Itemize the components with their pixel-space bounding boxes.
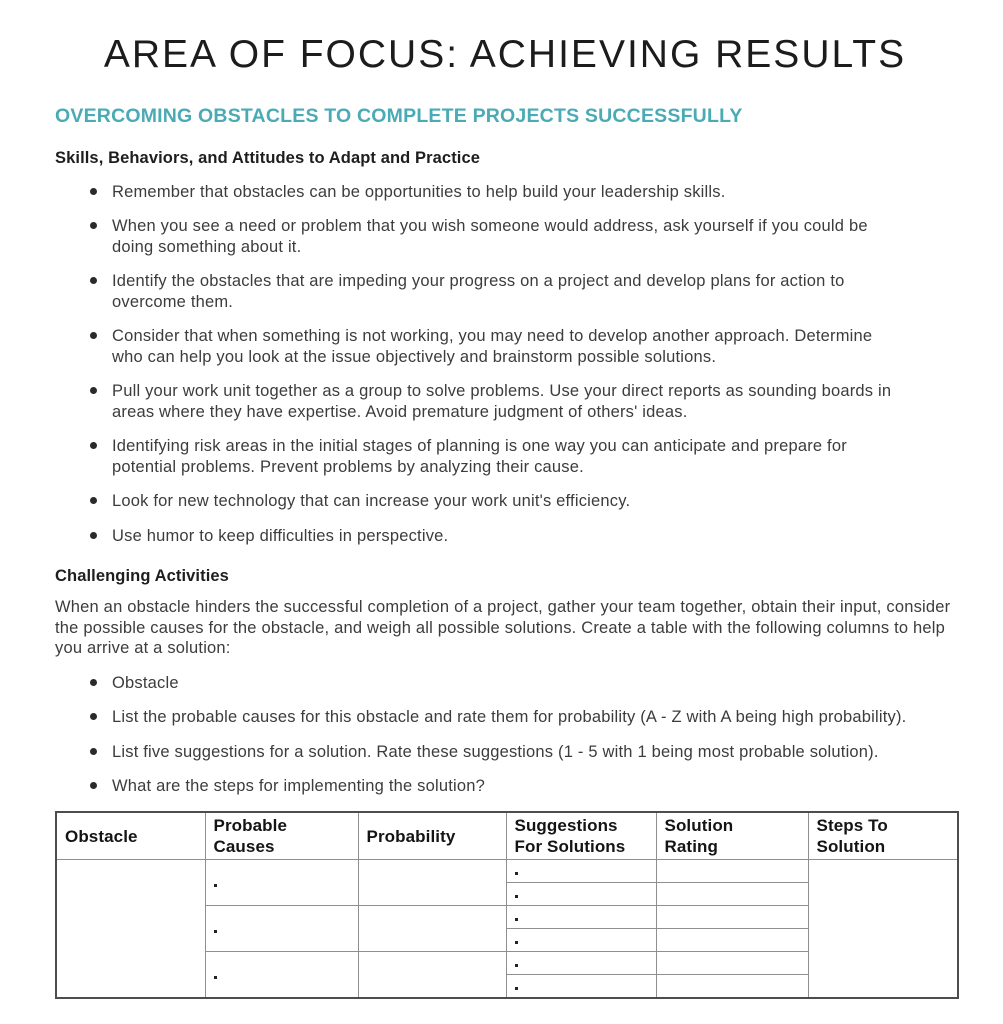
skills-list xyxy=(55,182,955,547)
cell-suggestion xyxy=(506,860,656,883)
bullet-dot-icon xyxy=(214,884,217,887)
cell-solution-rating xyxy=(656,975,808,998)
bullet-dot-icon xyxy=(515,872,518,875)
cell-solution-rating xyxy=(656,906,808,929)
bullet-icon xyxy=(90,713,97,720)
bullet-dot-icon xyxy=(515,964,518,967)
list-item-text: When you see a need or problem that you wish someone would address, ask yourself if you could be doing something about it. xyxy=(112,217,868,256)
list-item xyxy=(112,216,907,257)
bullet-icon xyxy=(90,387,97,394)
activities-list xyxy=(55,673,955,797)
list-item xyxy=(112,182,907,203)
list-item xyxy=(112,526,907,547)
list-item-text: Identifying risk areas in the initial stages of planning is one way you can anticipate and prepare for potential problems. Prevent problems by analyzing their cause. xyxy=(112,437,847,476)
list-item-text: Obstacle xyxy=(112,673,179,692)
list-item xyxy=(112,673,907,694)
bullet-icon xyxy=(90,497,97,504)
page-title: AREA OF FOCUS: ACHIEVING RESULTS xyxy=(103,33,907,76)
list-item-text: Identify the obstacles that are impeding your progress on a project and develop plans for action to overcome them. xyxy=(112,272,845,311)
bullet-icon xyxy=(90,332,97,339)
activities-subheading: Challenging Activities xyxy=(55,567,229,586)
cell-suggestion xyxy=(506,929,656,952)
list-item-text: Use humor to keep difficulties in perspective. xyxy=(112,526,449,545)
list-item-text: List the probable causes for this obstacle and rate them for probability (A - Z with A being high probability). xyxy=(112,708,907,727)
cell-suggestion xyxy=(506,952,656,975)
cell-suggestion xyxy=(506,975,656,998)
list-item xyxy=(112,436,907,477)
bullet-icon xyxy=(90,679,97,686)
solution-planning-table xyxy=(55,811,959,999)
list-item xyxy=(112,381,907,422)
col-header-solution-rating: Solution Rating xyxy=(656,812,808,860)
cell-suggestion xyxy=(506,883,656,906)
bullet-icon xyxy=(90,442,97,449)
list-item xyxy=(112,707,907,728)
cell-solution-rating xyxy=(656,860,808,883)
table-row xyxy=(56,860,958,883)
bullet-icon xyxy=(90,532,97,539)
col-header-suggestions: Suggestions For Solutions xyxy=(506,812,656,860)
list-item-text: Pull your work unit together as a group to solve problems. Use your direct reports as sounding boards in areas where they have expertise. Avoid premature judgment of others' ideas. xyxy=(112,382,892,421)
bullet-icon xyxy=(90,782,97,789)
skills-subheading: Skills, Behaviors, and Attitudes to Adapt and Practice xyxy=(55,148,481,167)
bullet-dot-icon xyxy=(515,987,518,990)
list-item-text: Consider that when something is not working, you may need to develop another approach. Determine who can help you look at the issue objectively and brainstorm possible solutions. xyxy=(112,327,873,366)
table-header-row xyxy=(56,812,958,860)
cell-solution-rating xyxy=(656,929,808,952)
list-item-text: Look for new technology that can increase your work unit's efficiency. xyxy=(112,492,631,511)
bullet-dot-icon xyxy=(515,941,518,944)
cell-obstacle xyxy=(56,860,205,998)
col-header-probable-causes: Probable Causes xyxy=(205,812,358,860)
cell-suggestion xyxy=(506,906,656,929)
list-item xyxy=(112,776,907,797)
col-header-obstacle: Obstacle xyxy=(56,812,205,860)
cell-probable-cause xyxy=(205,906,358,952)
cell-solution-rating xyxy=(656,883,808,906)
list-item xyxy=(112,271,907,312)
cell-probable-cause xyxy=(205,860,358,906)
cell-solution-rating xyxy=(656,952,808,975)
col-header-probability: Probability xyxy=(358,812,506,860)
list-item-text: Remember that obstacles can be opportunities to help build your leadership skills. xyxy=(112,182,726,201)
cell-steps-to-solution xyxy=(808,860,958,998)
cell-probable-cause xyxy=(205,952,358,998)
list-item-text: What are the steps for implementing the solution? xyxy=(112,777,485,796)
cell-probability xyxy=(358,860,506,906)
list-item xyxy=(112,326,907,367)
bullet-dot-icon xyxy=(515,918,518,921)
bullet-icon xyxy=(90,188,97,195)
bullet-dot-icon xyxy=(515,895,518,898)
bullet-dot-icon xyxy=(214,976,217,979)
bullet-icon xyxy=(90,748,97,755)
col-header-steps: Steps To Solution xyxy=(808,812,958,860)
activities-intro: When an obstacle hinders the successful completion of a project, gather your team together, obtain their input, consider the possible causes for the obstacle, and weigh all possible solutions. Create a table with the following columns to help you arrive at a solution: xyxy=(55,598,951,658)
list-item xyxy=(112,491,907,512)
cell-probability xyxy=(358,952,506,998)
section-heading: OVERCOMING OBSTACLES TO COMPLETE PROJECTS SUCCESSFULLY xyxy=(55,104,743,127)
bullet-icon xyxy=(90,277,97,284)
bullet-icon xyxy=(90,222,97,229)
cell-probability xyxy=(358,906,506,952)
list-item-text: List five suggestions for a solution. Rate these suggestions (1 - 5 with 1 being most probable solution). xyxy=(112,742,879,761)
bullet-dot-icon xyxy=(214,930,217,933)
list-item xyxy=(112,742,907,763)
